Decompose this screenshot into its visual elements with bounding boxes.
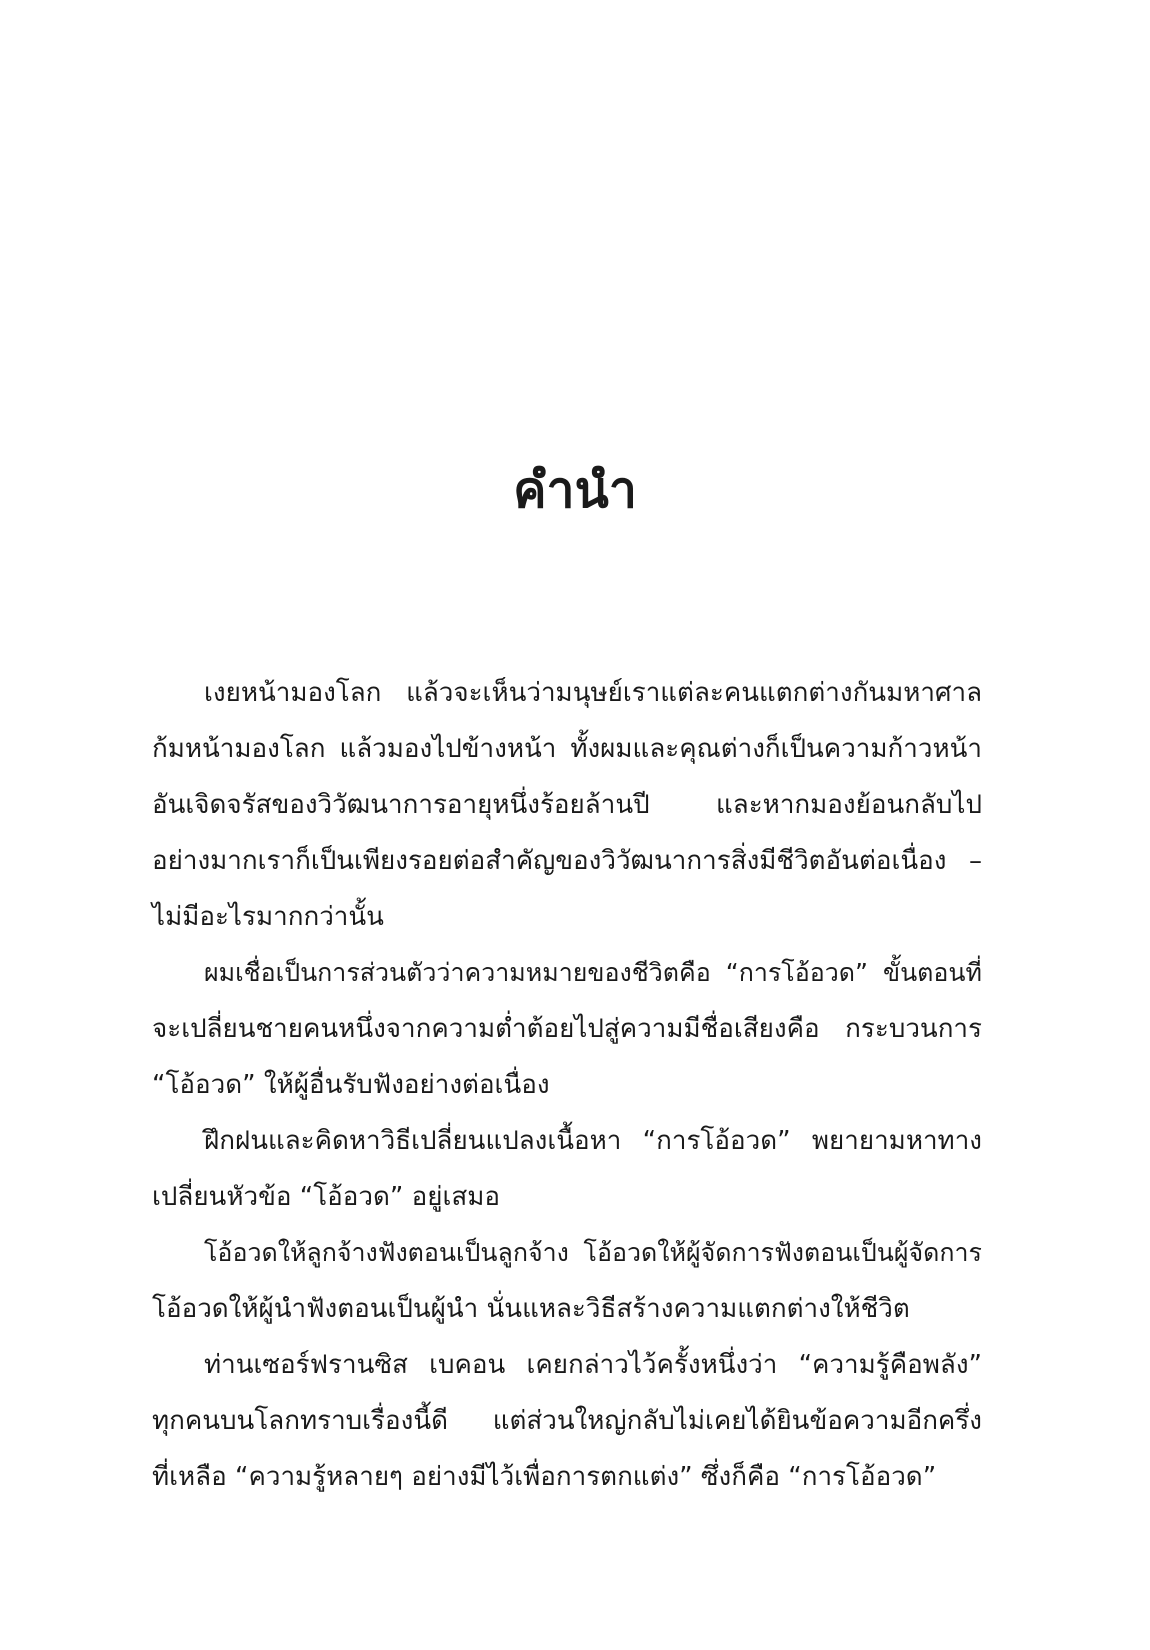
preface-body (152, 665, 982, 1505)
text-line: ท่านเซอร์ฟรานซิส เบคอน เคยกล่าวไว้ครั้งหนึ่งว่า “ความรู้คือพลัง” (204, 1350, 982, 1380)
text-line: ผมเชื่อเป็นการส่วนตัวว่าความหมายของชีวิตคือ “การโอ้อวด” ขั้นตอนที่ (204, 958, 982, 987)
text-line: เปลี่ยนหัวข้อ “โอ้อวด” อยู่เสมอ (152, 1182, 500, 1212)
text-line: โอ้อวดให้ลูกจ้างฟังตอนเป็นลูกจ้าง โอ้อวดให้ผู้จัดการฟังตอนเป็นผู้จัดการ (204, 1238, 982, 1267)
text-line: จะเปลี่ยนชายคนหนึ่งจากความต่ำต้อยไปสู่ความมีชื่อเสียงคือ กระบวนการ (152, 1014, 982, 1044)
text-line: ก้มหน้ามองโลก แล้วมองไปข้างหน้า ทั้งผมและคุณต่างก็เป็นความก้าวหน้า (152, 734, 982, 764)
text-line: อย่างมากเราก็เป็นเพียงรอยต่อสำคัญของวิวัฒนาการสิ่งมีชีวิตอันต่อเนื่อง – (152, 846, 982, 876)
text-line: อันเจิดจรัสของวิวัฒนาการอายุหนึ่งร้อยล้านปี และหากมองย้อนกลับไป (152, 790, 982, 820)
text-line: ที่เหลือ “ความรู้หลายๆ อย่างมีไว้เพื่อการตกแต่ง” ซึ่งก็คือ “การโอ้อวด” (152, 1462, 937, 1492)
text-line: “โอ้อวด” ให้ผู้อื่นรับฟังอย่างต่อเนื่อง (152, 1070, 550, 1100)
text-line: ไม่มีอะไรมากกว่านั้น (152, 902, 384, 932)
text-line: ทุกคนบนโลกทราบเรื่องนี้ดี แต่ส่วนใหญ่กลับไม่เคยได้ยินข้อความอีกครึ่ง (152, 1406, 982, 1436)
text-line: โอ้อวดให้ผู้นำฟังตอนเป็นผู้นำ นั่นแหละวิธีสร้างความแตกต่างให้ชีวิต (152, 1294, 910, 1324)
page-title: คำนำ (513, 461, 637, 519)
text-line: เงยหน้ามองโลก แล้วจะเห็นว่ามนุษย์เราแต่ละคนแตกต่างกันมหาศาล (204, 678, 982, 708)
text-line: ฝึกฝนและคิดหาวิธีเปลี่ยนแปลงเนื้อหา “การโอ้อวด” พยายามหาทาง (204, 1126, 982, 1156)
